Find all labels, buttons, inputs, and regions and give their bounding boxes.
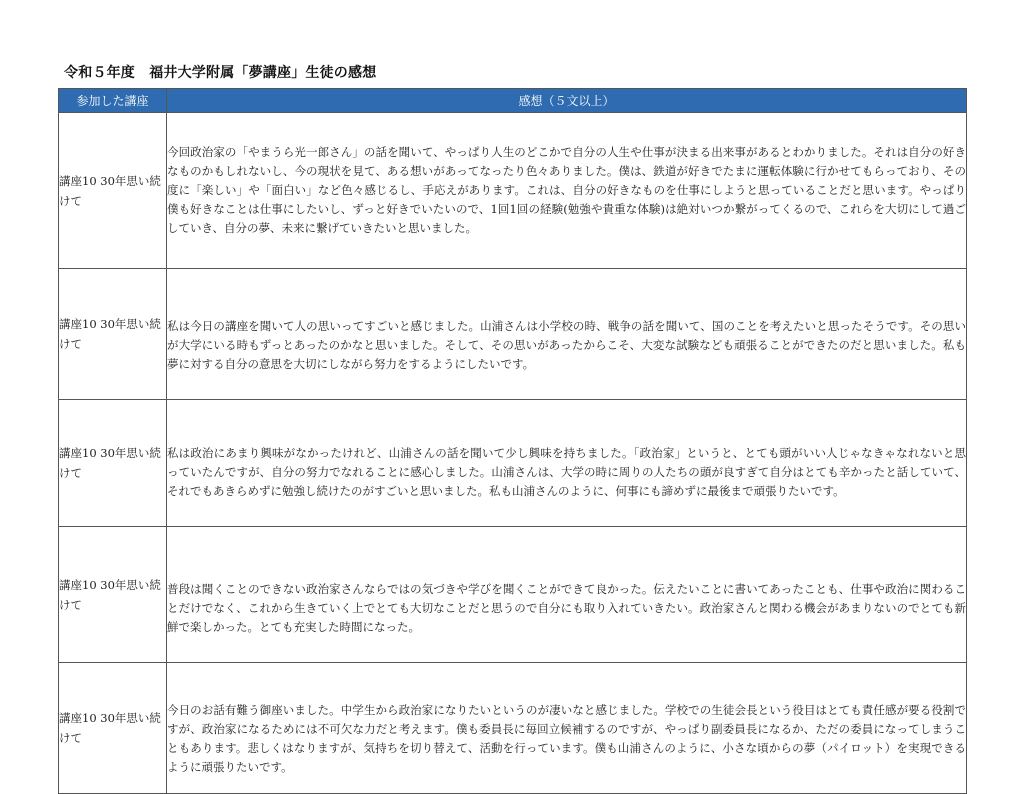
course-cell: 講座10 30年思い続けて [59,113,167,269]
thought-cell: 私は今日の講座を聞いて人の思いってすごいと感じました。山浦さんは小学校の時、戦争の話を聞いて、国のことを考えたいと思ったそうです。その思いが大学にいる時もずっとあったのかなと思いました。そして、その思いがあったからこそ、大変な試験なども頑張ることができたのだと思いました。私も夢に対する自分の意思を大切にしながら努力をするようにしたいです。 [167,269,967,400]
document-title: 令和５年度 福井大学附属「夢講座」生徒の感想 [64,65,377,81]
course-cell: 講座10 30年思い続けて [59,400,167,527]
course-cell: 講座10 30年思い続けて [59,527,167,663]
table-row [59,663,967,794]
table-row [59,527,967,663]
table-row [59,113,967,269]
course-cell: 講座10 30年思い続けて [59,663,167,794]
table-row [59,269,967,400]
thought-cell: 私は政治にあまり興味がなかったけれど、山浦さんの話を聞いて少し興味を持ちました。「政治家」というと、とても頭がいい人じゃなきゃなれないと思っていたんですが、自分の努力でなれることに感心しました。山浦さんは、大学の時に周りの人たちの頭が良すぎて自分はとても辛かったと話していて、それでもあきらめずに勉強し続けたのがすごいと思いました。私も山浦さんのように、何事にも諦めずに最後まで頑張りたいです。 [167,400,967,527]
table-row [59,400,967,527]
header-thoughts: 感想（５文以上） [167,89,967,113]
thought-cell: 今日のお話有難う御座いました。中学生から政治家になりたいというのが凄いなと感じました。学校での生徒会長という役目はとても責任感が要る役割ですが、政治家になるためには不可欠な力だと考えます。僕も委員長に毎回立候補するのですが、やっぱり副委員長になるか、ただの委員になってしまうこともあります。悲しくはなりますが、気持ちを切り替えて、活動を行っています。僕も山浦さんのように、小さな頃からの夢（パイロット）を実現できるように頑張りたいです。 [167,663,967,794]
thought-cell: 普段は聞くことのできない政治家さんならではの気づきや学びを聞くことができて良かった。伝えたいことに書いてあったことも、仕事や政治に関わることだけでなく、これから生きていく上でとても大切なことだと思うので自分にも取り入れていきたい。政治家さんと関わる機会があまりないのでとても新鮮で楽しかった。とても充実した時間になった。 [167,527,967,663]
thought-cell: 今回政治家の「やまうら光一郎さん」の話を聞いて、やっぱり人生のどこかで自分の人生や仕事が決まる出来事があるとわかりました。それは自分の好きなものかもしれないし、今の現状を見て、ある想いがあってなったり色々ありました。僕は、鉄道が好きでたまに運転体験に行かせてもらっており、その度に「楽しい」や「面白い」など色々感じるし、手応えがあります。これは、自分の好きなものを仕事にしようと思っていることだと思います。やっぱり僕も好きなことは仕事にしたいし、ずっと好きでいたいので、1回1回の経験(勉強や貴重な体験)は絶対いつか繋がってくるので、これらを大切にして過ごしていき、自分の夢、未来に繋げていきたいと思いました。 [167,113,967,269]
table-header-row [59,89,967,113]
header-course: 参加した講座 [59,89,167,113]
course-cell: 講座10 30年思い続けて [59,269,167,400]
feedback-table [58,88,967,794]
